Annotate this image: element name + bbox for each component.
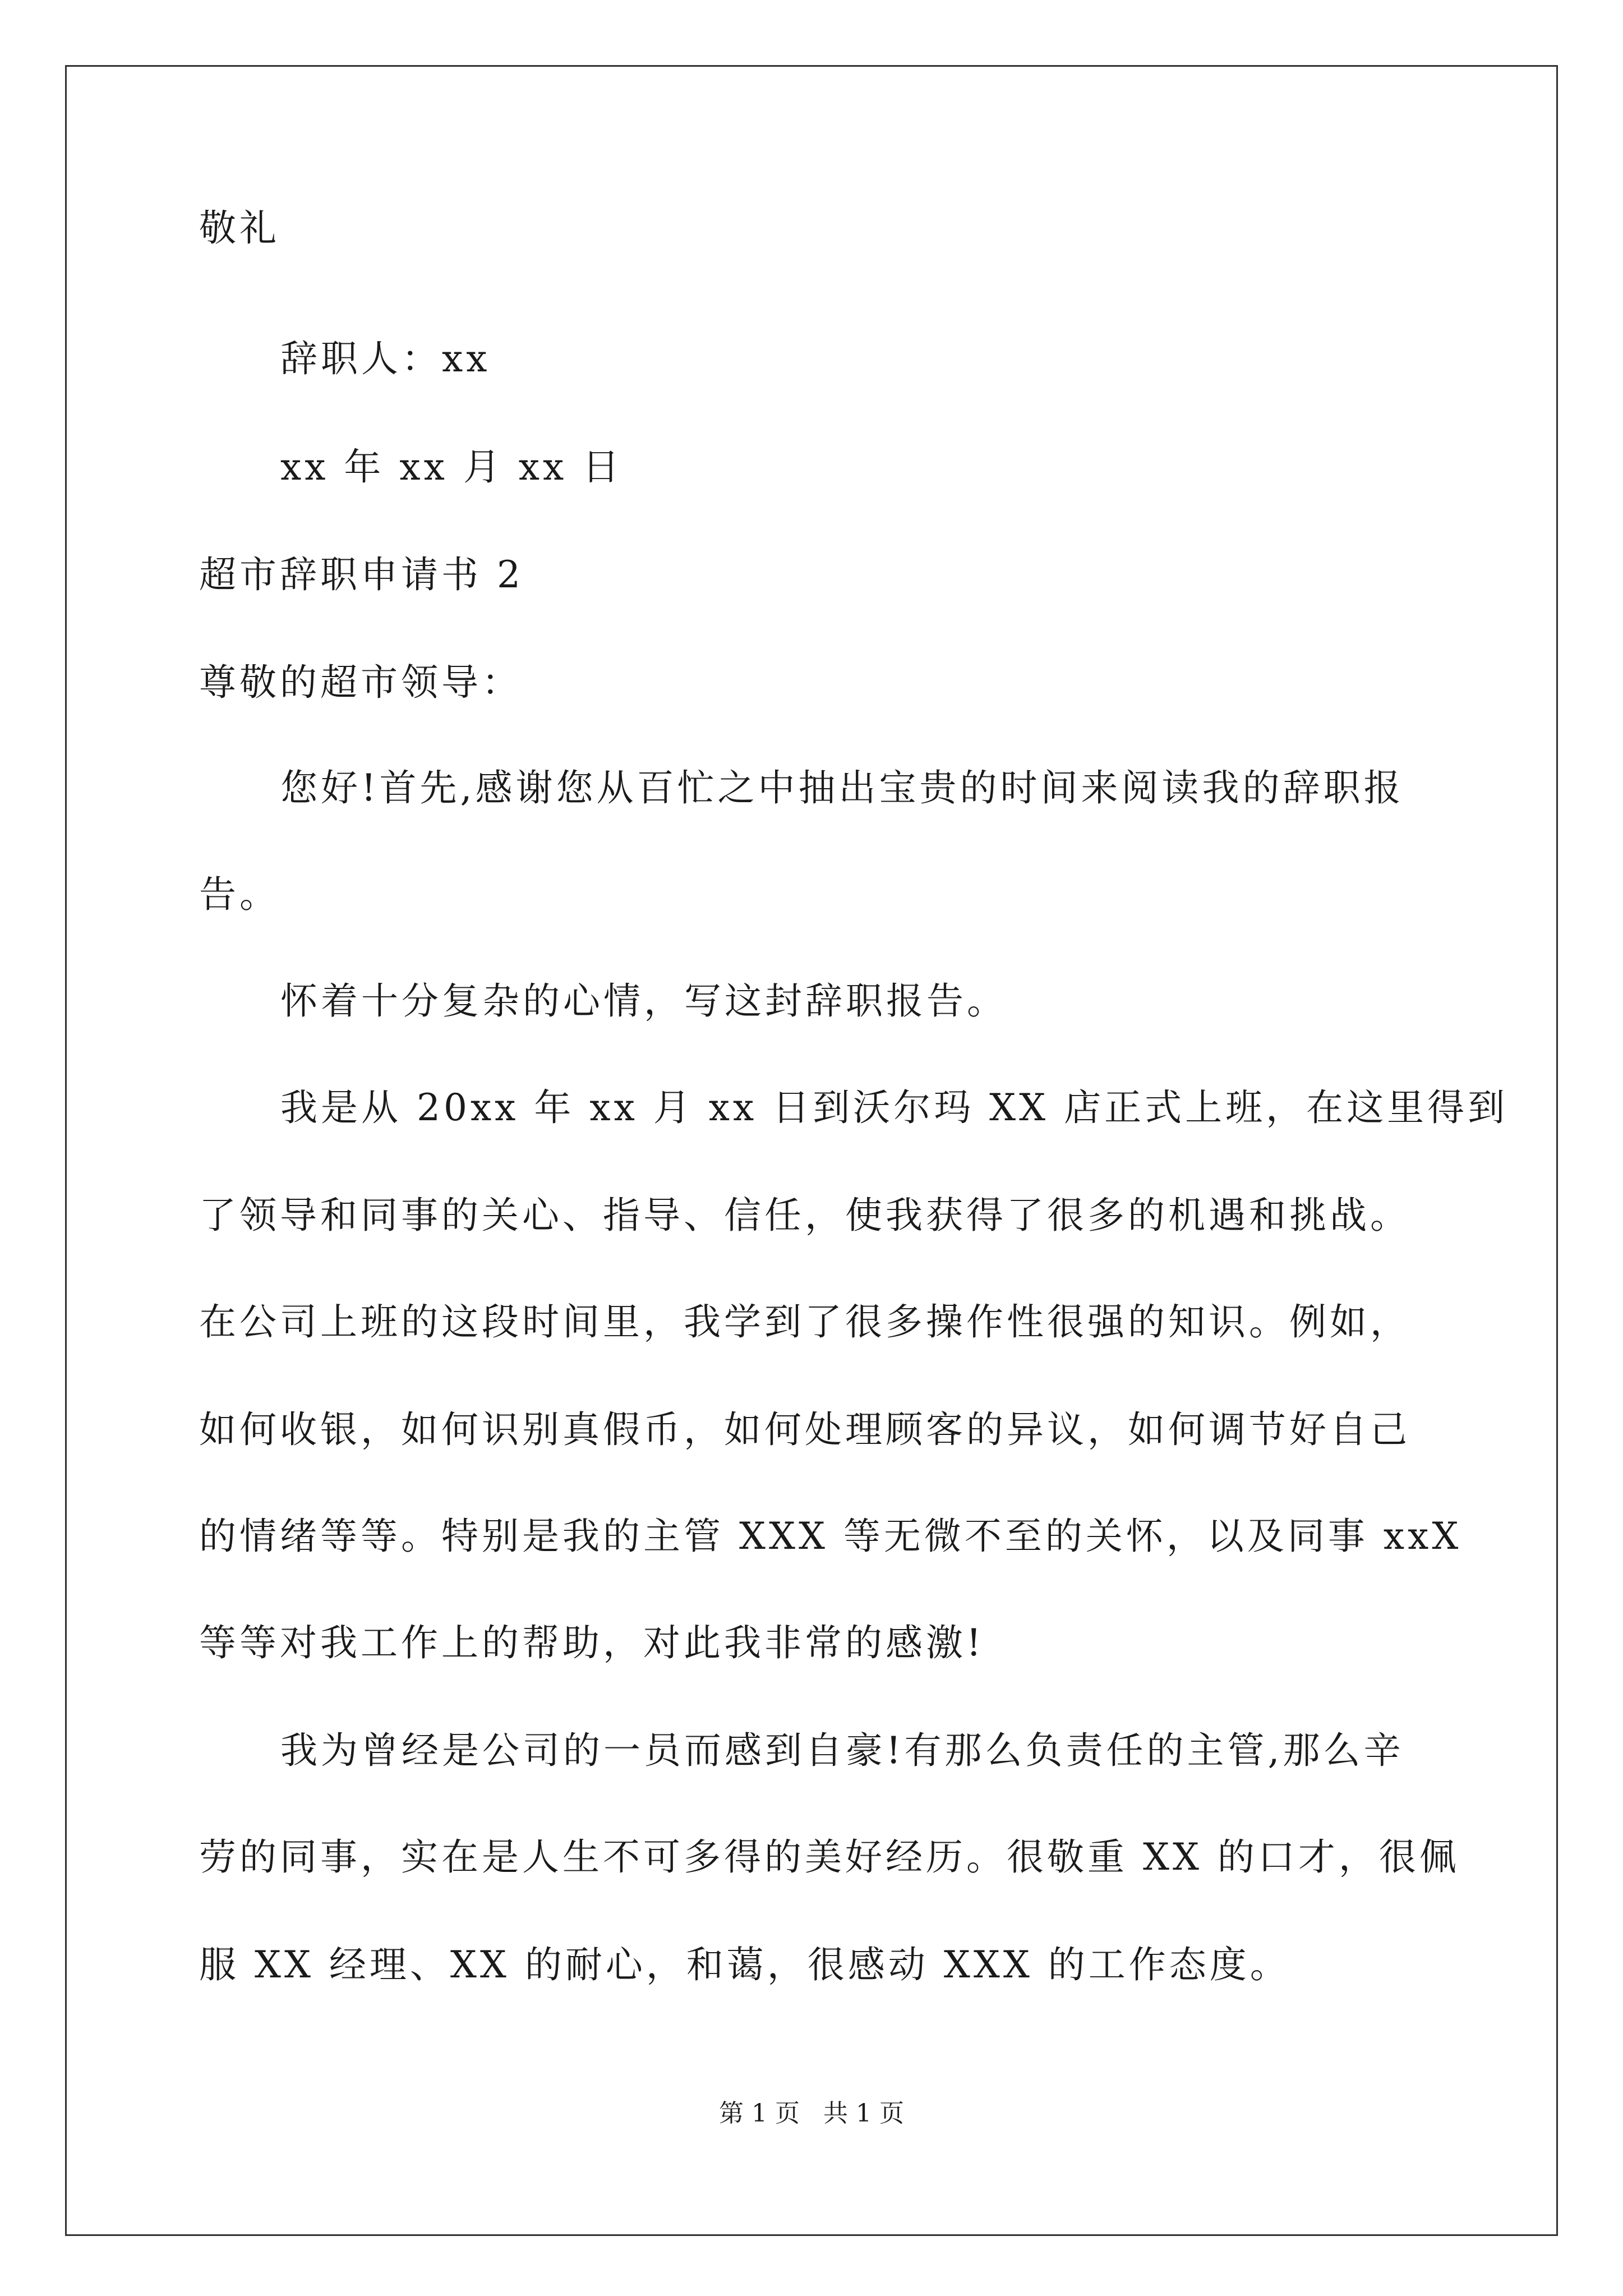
body-line: 如何收银，如何识别真假币，如何处理顾客的异议，如何调节好自己 xyxy=(199,1408,1410,1451)
body-line: 我为曾经是公司的一员而感到自豪!有那么负责任的主管,那么辛 xyxy=(280,1729,1404,1772)
body-line: 我是从 20xx 年 xx 月 xx 日到沃尔玛 XX 店正式上班，在这里得到 xyxy=(280,1086,1509,1129)
body-line: 了领导和同事的关心、指导、信任，使我获得了很多的机遇和挑战。 xyxy=(199,1194,1410,1237)
page-footer: 第 1 页 共 1 页 xyxy=(719,2099,904,2128)
page-border xyxy=(65,65,1558,2236)
body-line: 服 XX 经理、XX 的耐心，和蔼，很感动 XXX 的工作态度。 xyxy=(199,1943,1290,1986)
body-line: 等等对我工作上的帮助，对此我非常的感激! xyxy=(199,1621,985,1664)
body-line: 您好!首先,感谢您从百忙之中抽出宝贵的时间来阅读我的辞职报 xyxy=(280,766,1404,809)
body-line: 怀着十分复杂的心情，写这封辞职报告。 xyxy=(280,979,1007,1023)
letter-title: 超市辞职申请书 2 xyxy=(199,553,524,596)
body-line: 在公司上班的这段时间里，我学到了很多操作性很强的知识。例如， xyxy=(199,1300,1410,1343)
body-line: 的情绪等等。特别是我的主管 XXX 等无微不至的关怀，以及同事 xxX xyxy=(199,1515,1462,1558)
body-line: 告。 xyxy=(199,873,280,916)
date-line: xx 年 xx 月 xx 日 xyxy=(280,445,623,489)
closing-salutation: 敬礼 xyxy=(199,206,280,250)
letter-greeting: 尊敬的超市领导： xyxy=(199,661,522,704)
body-line: 劳的同事，实在是人生不可多得的美好经历。很敬重 XX 的口才，很佩 xyxy=(199,1835,1460,1879)
signer-line: 辞职人：xx xyxy=(280,337,491,380)
